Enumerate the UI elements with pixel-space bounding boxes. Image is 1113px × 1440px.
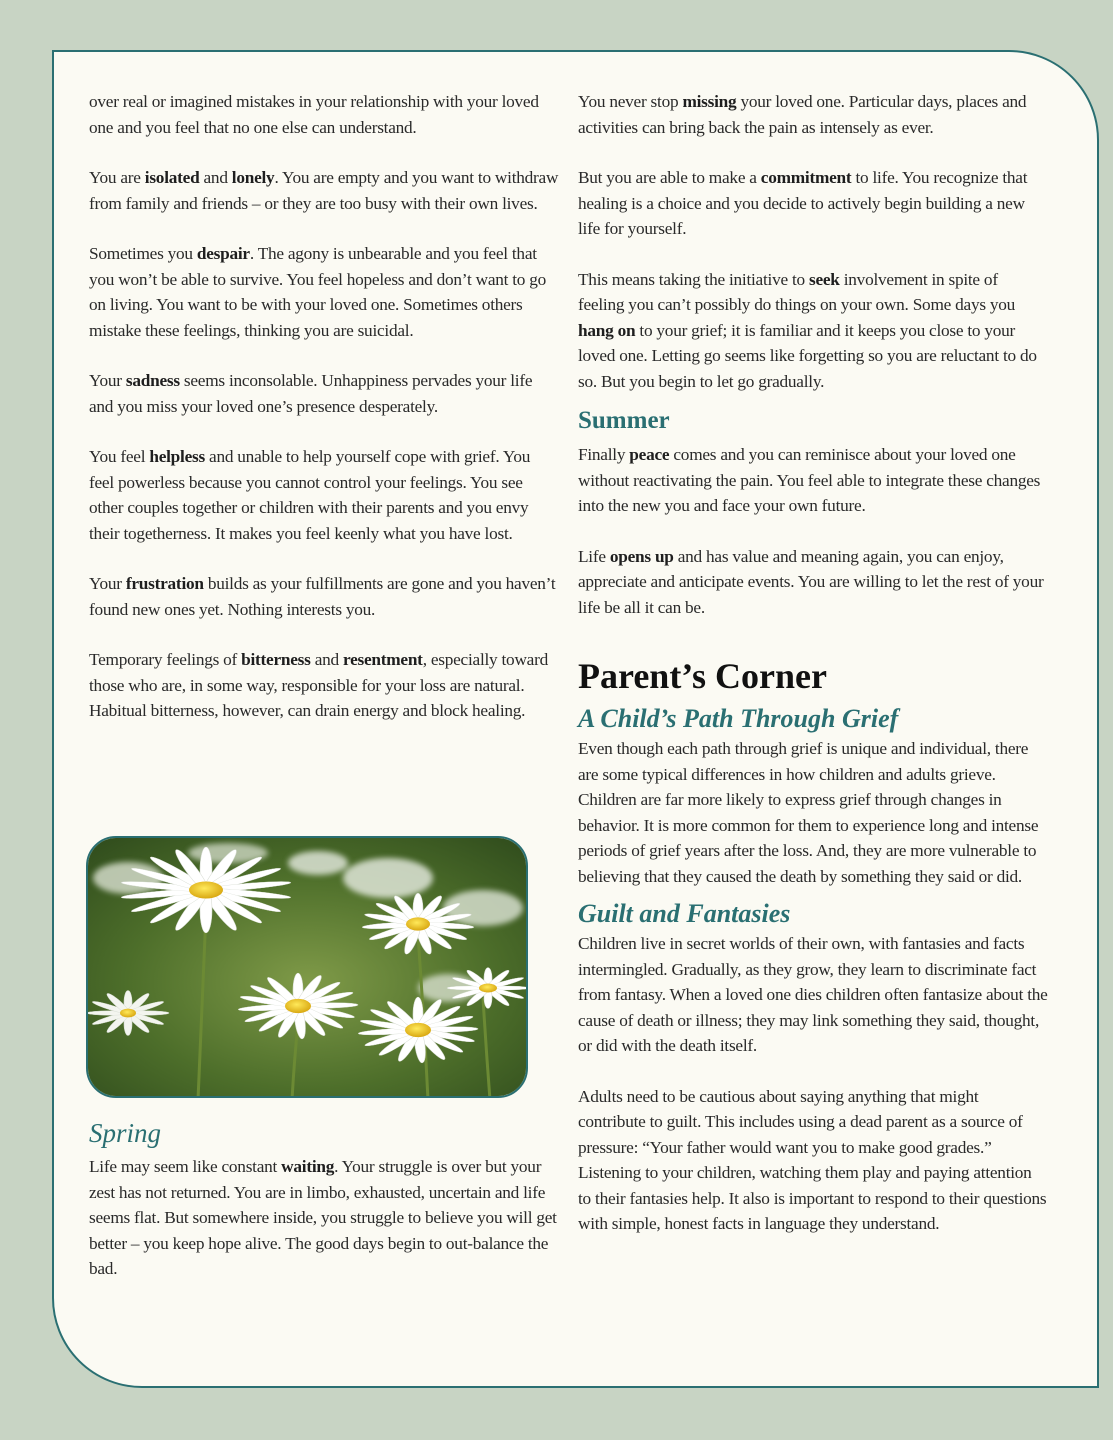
childs-path-heading: A Child’s Path Through Grief — [578, 704, 899, 733]
paragraph-despair: Sometimes you despair. The agony is unbearable and you feel that you won’t be able to survive. You feel hopeless and don’t want to go on living. You want to be with your loved one. Sometimes others mistake these feelings, thinking you are suicidal. — [89, 244, 547, 340]
paragraph-mistakes: over real or imagined mistakes in your relationship with your loved one and you feel that no one else can understand. — [89, 92, 539, 137]
paragraph-bitterness: Temporary feelings of bitterness and resentment, especially toward those who are, in some way, responsible for your loss are natural. Habitual bitterness, however, can drain energy and block healing. — [89, 650, 548, 720]
paragraph-sadness: Your sadness seems inconsolable. Unhappiness pervades your life and you miss your loved one’s presence desperately. — [89, 371, 533, 416]
daisy-illustration — [88, 838, 528, 1098]
guilt-fantasies-heading: Guilt and Fantasies — [578, 899, 791, 928]
paragraph-commitment: But you are able to make a commitment to life. You recognize that healing is a choice and you decide to actively begin building a new life for yourself. — [578, 168, 1028, 238]
paragraph-peace: Finally peace comes and you can reminisce about your loved one without reactivating the pain. You feel able to integrate these changes into the new you and face your own future. — [578, 445, 1041, 515]
paragraph-childs-path: Even though each path through grief is unique and individual, there are some typical differences in how children and adults grieve. Children are far more likely to express grief through changes in behavior. It is more common for them to experience long and intense periods of grief years after the loss. And, they are more vulnerable to believing that they caused the death by something they said or did. — [578, 739, 1039, 886]
paragraph-missing: You never stop missing your loved one. Particular days, places and activities can bring back the pain as intensely as ever. — [578, 92, 1027, 137]
summer-heading: Summer — [578, 407, 670, 434]
paragraph-opens-up: Life opens up and has value and meaning again, you can enjoy, appreciate and anticipate events. You are willing to let the rest of your life be all it can be. — [578, 546, 1044, 617]
right-column — [578, 89, 1048, 1237]
paragraph-helpless: You feel helpless and unable to help yourself cope with grief. You feel powerless because you cannot control your feelings. You see other couples together or children with their parents and you envy their togetherness. It makes you feel keenly what you have lost. — [89, 447, 531, 543]
left-column — [89, 89, 559, 724]
paragraph-frustration: Your frustration builds as your fulfillments are gone and you haven’t found new ones yet. Nothing interests you. — [89, 574, 556, 619]
paragraph-secret-worlds: Children live in secret worlds of their own, with fantasies and facts intermingled. Gradually, as they grow, they learn to discriminate fact from fantasy. When a loved one dies children often fantasize about the cause of death or illness; they may link something they said, thought, or did with the death itself. — [578, 934, 1048, 1055]
daisy-photo — [86, 836, 528, 1098]
paragraph-isolated: You are isolated and lonely. You are empty and you want to withdraw from family and friends – or they are too busy with their own lives. — [89, 168, 559, 213]
paragraph-seek: This means taking the initiative to seek involvement in spite of feeling you can’t possibly do things on your own. Some days you hang on to your grief; it is familiar and it keeps you close to your loved one. Letting go seems like forgetting so you are reluctant to do so. But you begin to let go gradually. — [578, 269, 1037, 391]
paragraph-waiting: Life may seem like constant waiting. Your struggle is over but your zest has not returned. You are in limbo, exhausted, uncertain and life seems flat. But somewhere inside, you struggle to believe you will get better – you keep hope alive. The good days begin to out-balance the bad. — [89, 1157, 557, 1278]
paragraph-adults-cautious: Adults need to be cautious about saying anything that might contribute to guilt. This includes using a dead parent as a source of pressure: “Your father would want you to make good grades.” Listening to your children, watching them play and paying attention to their fantasies help. It also is important to respond to their questions with simple, honest facts in language they understand. — [578, 1086, 1047, 1233]
spring-section — [89, 1118, 559, 1282]
parents-corner-title: Parent’s Corner — [578, 656, 827, 696]
spring-heading: Spring — [89, 1118, 162, 1148]
